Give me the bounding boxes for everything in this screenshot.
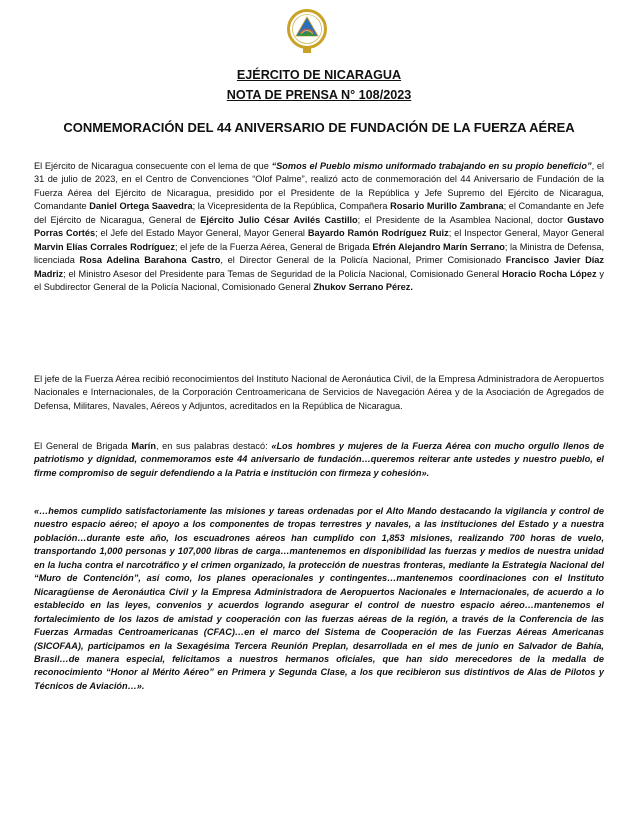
person-name: Marín [131,441,156,451]
organization-name: EJÉRCITO DE NICARAGUA [236,68,402,82]
person-name: Rosario Murillo Zambrana [390,201,504,212]
speech-quote: «Los hombres y mujeres de la Fuerza Aérea con mucho orgullo llenos de patriotismo y dignidad, conmemoramos este 44 aniversario de fundación…queremos reiterar ante ustedes y nuestro pueblo, el firme compromiso de seguir defendiendo a la Patria e institución con firmeza y cohesión». [34,441,604,478]
person-name: Daniel Ortega Saavedra [89,201,193,212]
motto-quote: “Somos el Pueblo mismo uniformado trabajando en su propio beneficio” [271,161,592,171]
person-name: Marvin Elías Corrales Rodríguez [34,241,175,252]
page-title: CONMEMORACIÓN DEL 44 ANIVERSARIO DE FUNDACIÓN DE LA FUERZA AÉREA [63,120,575,135]
person-name: Efrén Alejandro Marín Serrano [372,241,505,252]
person-name: Bayardo Ramón Rodríguez Ruiz [307,228,449,239]
person-name: Francisco Javier Díaz Madriz [34,255,605,279]
paragraph-event-attendees: El Ejército de Nicaragua consecuente con el lema de que “Somos el Pueblo mismo uniformado trabajando en su propio beneficio”, el 31 de julio de 2023, en el Centro de Convenciones “Olof Palme”, realizó acto de conmemoración del 44 Aniversario de Fundación de la Fuerza Aérea del Ejército de Nicaragua, presidido por el Presidente de la República y Jefe Supremo del Ejército de Nicaragua, Comandante Daniel Ortega Saavedra; la Vicepresidenta de la República, Compañera Rosario Murillo Zambrana; el Comandante en Jefe del Ejército de Nicaragua, General de Ejército Julio César Avilés Castillo; el Presidente de la Asamblea Nacional, doctor Gustavo Porras Cortés; el Jefe del Estado Mayor General, Mayor General Bayardo Ramón Rodríguez Ruiz; el Inspector General, Mayor General Marvin Elías Corrales Rodríguez; el jefe de la Fuerza Aérea, General de Brigada Efrén Alejandro Marín Serrano; la Ministra de Defensa, licenciada Rosa Adelina Barahona Castro, el Director General de la Policía Nacional, Primer Comisionado Francisco Javier Díaz Madriz; el Ministro Asesor del Presidente para Temas de Seguridad de la Policía Nacional, Comisionado General Horacio Rocha López y el Subdirector General de la Policía Nacional, Comisionado General Zhukov Serrano Pérez. [34,161,605,293]
nicaragua-coat-of-arms-icon [287,9,327,55]
paragraph-recognitions: El jefe de la Fuerza Aérea recibió reconocimientos del Instituto Nacional de Aeronáutica Civil, de la Empresa Administradora de Aeropuertos Nacionales e Internacionales, de la Corporación Centroamericana de Servicios de Navegación Aérea y de la Asociación de Agregados de Defensa, Militares, Navales, Aéreos y Adjuntos, acreditados en la República de Nicaragua. [34,374,604,411]
person-name: Zhukov Serrano Pérez. [313,282,413,293]
person-name: Gustavo Porras Cortés [34,214,604,239]
person-name: Ejército Julio César Avilés Castillo [200,214,358,225]
paragraph-speech-intro: El General de Brigada Marín, en sus palabras destacó: «Los hombres y mujeres de la Fuerza Aérea con mucho orgullo llenos de patriotismo y dignidad, conmemoramos este 44 aniversario de fundación…queremos reiterar ante ustedes y nuestro pueblo, el firme compromiso de seguir defendiendo a la Patria e institución con firmeza y cohesión». [34,441,604,478]
person-name: Horacio Rocha López [501,268,597,279]
paragraph-speech-quote: «…hemos cumplido satisfactoriamente las misiones y tareas ordenadas por el Alto Mando destacando la vigilancia y control de nuestro espacio aéreo; el apoyo a los componentes de tropas terrestres y navales, a las instituciones del Estado y a nuestra población…durante este año, los escuadrones aéreos han cumplido con 1,853 misiones, realizando 700 horas de vuelo, transportando 1,000 personas y 107,000 libras de carga…mantenemos en disponibilidad las fuerzas y medios de nuestra unidad en la lucha contra el narcotráfico y el crimen organizado, la protección de nuestras fronteras, mediante la Estrategia Nacional del “Muro de Contención”, así como, los planes operacionales y contingentes…mantenemos coordinaciones con el Instituto Nicaragüense de Aeronáutica Civil y la Empresa Administradora de Aeropuertos Nacionales e Internacionales, de acuerdo a lo establecido en las leyes, convenios y acuerdos logrando asegurar el control de nuestro espacio aéreo…mantenemos el fortalecimiento de los lazos de amistad y cooperación con las fuerzas aéreas de la región, a través de la Conferencia de las Fuerzas Armadas Centroamericanas (CFAC)…en el marco del Sistema de Cooperación de las Fuerzas Aéreas Americanas (SICOFAA), participamos en la Sexagésima Tercera Reunión Preplan, desarrollada en el mes de junio en Salvador de Bahía, Brasil…de manera especial, felicitamos a nuestros hermanos oficiales, que han sido merecedores de la medalla de reconocimiento “Honor al Mérito Aéreo” en Primera y Segunda Clase, a los que recibieron sus distintivos de Alas de Pilotos y Técnicos de Aviación…». [34,506,604,691]
press-note-number: NOTA DE PRENSA N° 108/2023 [226,88,412,102]
person-name: Rosa Adelina Barahona Castro [79,255,221,266]
